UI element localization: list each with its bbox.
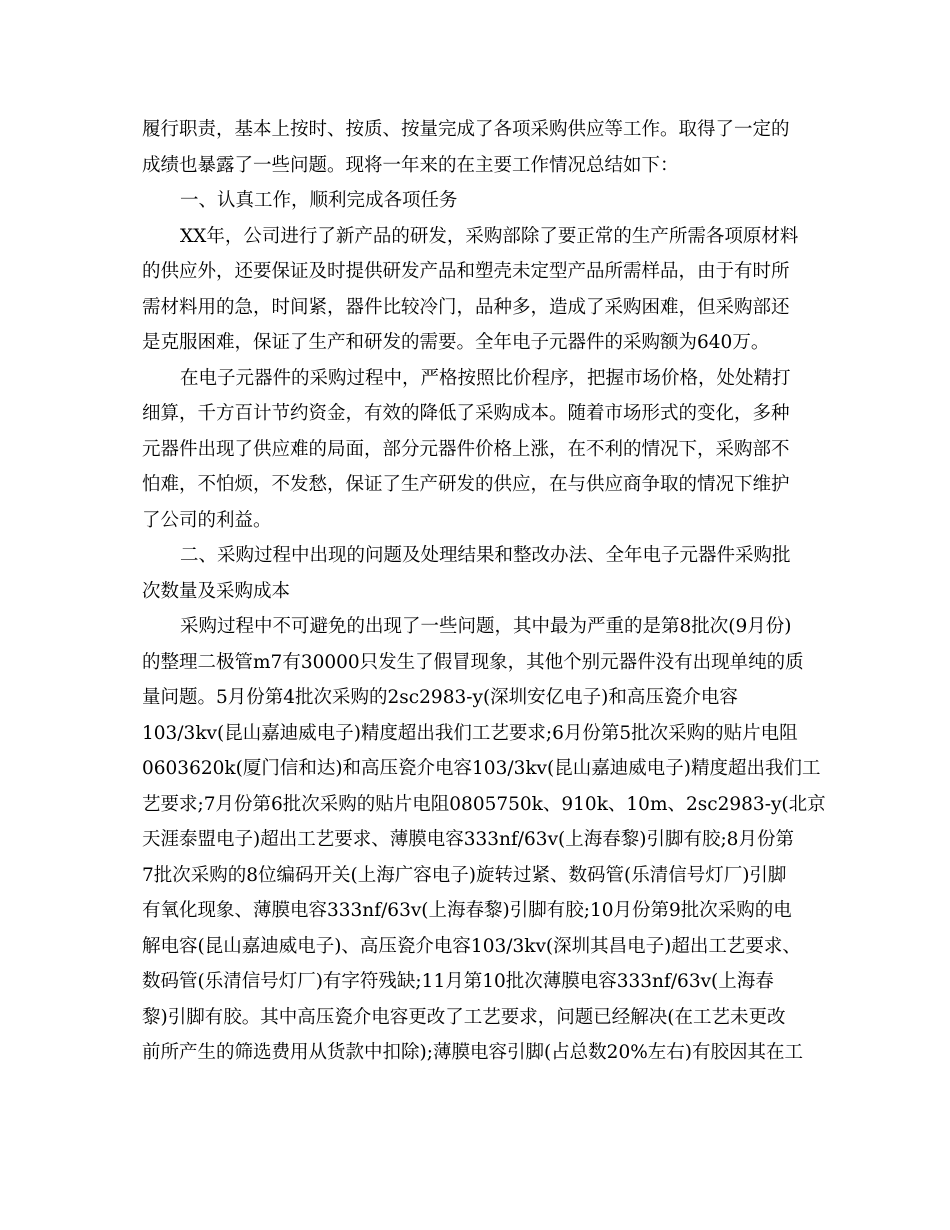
text-line: 0603620k(厦门信和达)和高压瓷介电容103/3kv(昆山嘉迪威电子)精度超出我们工: [142, 758, 821, 779]
text-line: 解电容(昆山嘉迪威电子)、高压瓷介电容103/3kv(深圳其昌电子)超出工艺要求、: [142, 935, 801, 957]
text-line: XX年，公司进行了新产品的研发，采购部除了要正常的生产所需各项原材料: [180, 225, 799, 247]
text-line: 是克服困难，保证了生产和研发的需要。全年电子元器件的采购额为640万。: [142, 332, 770, 353]
document-body: [142, 112, 826, 1071]
text-line: 怕难，不怕烦，不发愁，保证了生产研发的供应，在与供应商争取的情况下维护: [142, 474, 790, 495]
text-line: 二、采购过程中出现的问题及处理结果和整改办法、全年电子元器件采购批: [180, 545, 791, 566]
text-line: 了公司的利益。: [142, 509, 272, 531]
text-line: 7批次采购的8位编码开关(上海广容电子)旋转过紧、数码管(乐清信号灯厂)引脚: [142, 864, 787, 886]
text-line: 黎)引脚有胶。其中高压瓷介电容更改了工艺要求，问题已经解决(在工艺未更改: [142, 1006, 786, 1028]
text-line: 细算，千方百计节约资金，有效的降低了采购成本。随着市场形式的变化，多种: [142, 403, 790, 424]
text-line: 一、认真工作，顺利完成各项任务: [180, 190, 458, 211]
text-line: 数码管(乐清信号灯厂)有字符残缺;11月第10批次薄膜电容333nf/63v(上海春: [142, 971, 774, 992]
text-line: 量问题。5月份第4批次采购的2sc2983-y(深圳安亿电子)和高压瓷介电容: [142, 687, 738, 708]
text-line: 采购过程中不可避免的出现了一些问题，其中最为严重的是第8批次(9月份): [180, 616, 792, 637]
text-line: 天涯泰盟电子)超出工艺要求、薄膜电容333nf/63v(上海春黎)引脚有胶;8月份第: [142, 829, 794, 850]
text-line: 履行职责，基本上按时、按质、按量完成了各项采购供应等工作。取得了一定的: [142, 119, 790, 140]
text-line: 在电子元器件的采购过程中，严格按照比价程序，把握市场价格，处处精打: [180, 367, 791, 389]
text-line: 的整理二极管m7有30000只发生了假冒现象，其他个别元器件没有出现单纯的质: [142, 651, 804, 673]
text-line: 的供应外，还要保证及时提供研发产品和塑壳未定型产品所需样品，由于有时所: [142, 261, 790, 282]
text-line: 前所产生的筛选费用从货款中扣除);薄膜电容引脚(占总数20%左右)有胶因其在工: [142, 1042, 804, 1063]
text-line: 103/3kv(昆山嘉迪威电子)精度超出我们工艺要求;6月份第5批次采购的贴片电阻: [142, 722, 798, 744]
text-line: 有氧化现象、薄膜电容333nf/63v(上海春黎)引脚有胶;10月份第9批次采购的电: [142, 900, 792, 921]
text-line: 需材料用的急，时间紧，器件比较冷门，品种多，造成了采购困难，但采购部还: [142, 296, 790, 318]
text-line: 元器件出现了供应难的局面，部分元器件价格上涨，在不利的情况下，采购部不: [142, 438, 790, 460]
text-line: 成绩也暴露了一些问题。现将一年来的在主要工作情况总结如下：: [142, 154, 679, 176]
text-line: 艺要求;7月份第6批次采购的贴片电阻0805750k、910k、10m、2sc2983-y(北京: [142, 793, 826, 815]
text-line: 次数量及采购成本: [142, 580, 291, 602]
